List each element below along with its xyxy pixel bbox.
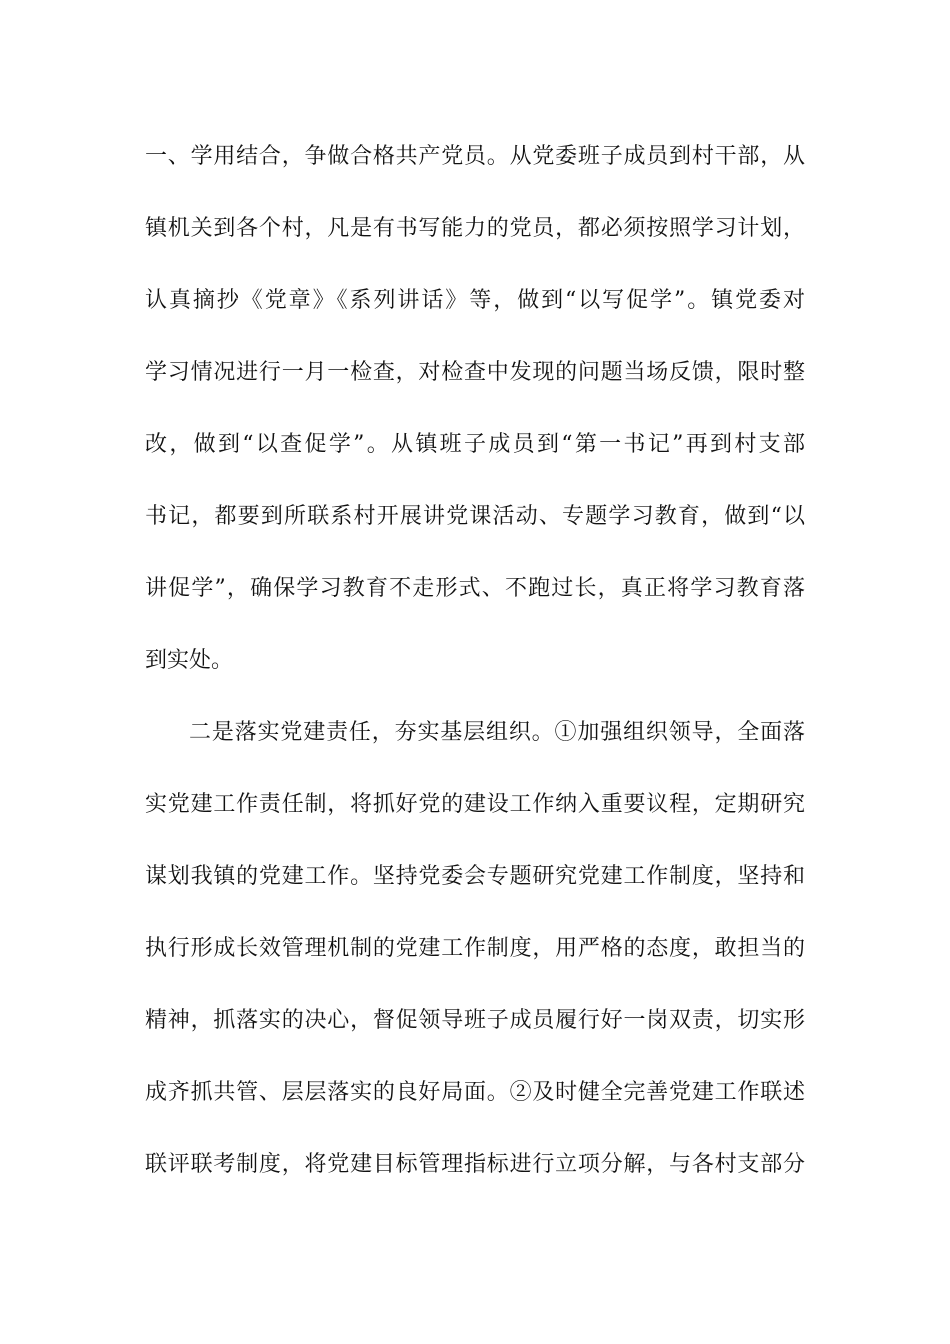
- text-line: 到实处。: [145, 648, 234, 673]
- text-line: 二是落实党建责任，夯实基层组织。①加强组织领导，全面落: [189, 720, 805, 745]
- text-line: 认真摘抄《党章》《系列讲话》等，做到“以写促学”。镇党委对: [145, 288, 805, 313]
- text-line: 执行形成长效管理机制的党建工作制度，用严格的态度，敢担当的: [145, 936, 805, 961]
- text-line: 实党建工作责任制，将抓好党的建设工作纳入重要议程，定期研究: [145, 792, 805, 817]
- text-line: 改，做到“以查促学”。从镇班子成员到“第一书记”再到村支部: [145, 432, 805, 457]
- text-line: 一、学用结合，争做合格共产党员。从党委班子成员到村干部，从: [145, 144, 805, 169]
- text-line: 精神，抓落实的决心，督促领导班子成员履行好一岗双责，切实形: [145, 1008, 805, 1033]
- text-line: 谋划我镇的党建工作。坚持党委会专题研究党建工作制度，坚持和: [145, 864, 805, 889]
- text-line: 成齐抓共管、层层落实的良好局面。②及时健全完善党建工作联述: [145, 1080, 805, 1105]
- text-line: 联评联考制度，将党建目标管理指标进行立项分解，与各村支部分: [145, 1152, 805, 1177]
- text-line: 学习情况进行一月一检查，对检查中发现的问题当场反馈，限时整: [145, 360, 805, 385]
- text-line: 书记，都要到所联系村开展讲党课活动、专题学习教育，做到“以: [145, 504, 805, 529]
- text-line: 镇机关到各个村，凡是有书写能力的党员，都必须按照学习计划，: [145, 216, 805, 241]
- text-line: 讲促学”，确保学习教育不走形式、不跑过长，真正将学习教育落: [145, 576, 805, 601]
